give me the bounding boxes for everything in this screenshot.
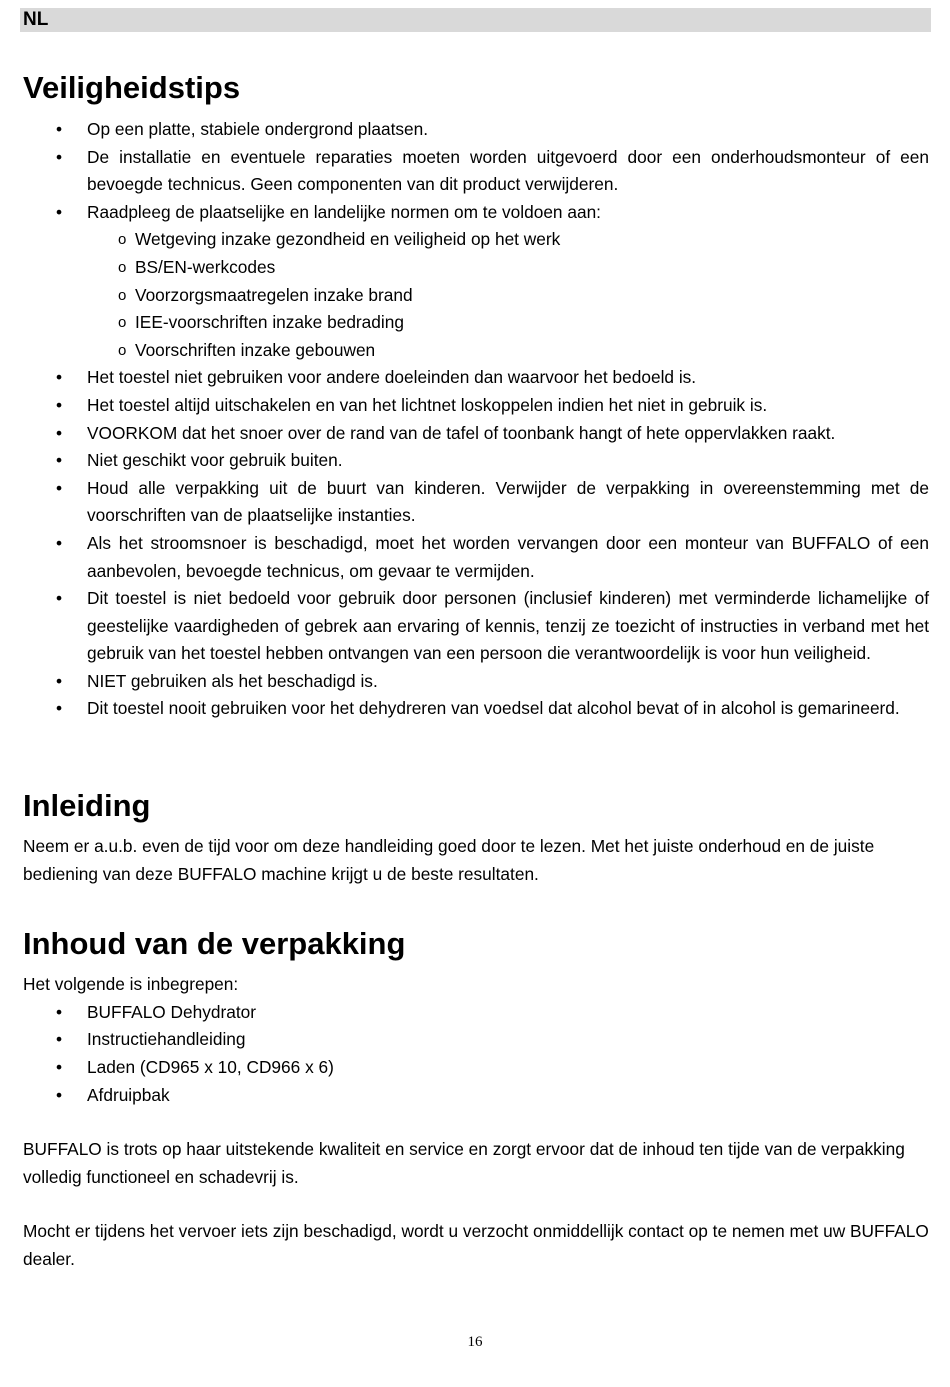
sublist-item: o BS/EN-werkcodes: [87, 254, 929, 282]
list-item: • Instructiehandleiding: [23, 1026, 929, 1054]
page-content: [23, 62, 929, 1274]
list-item: • Als het stroomsnoer is beschadigd, moet het worden vervangen door een monteur van BUFFALO of een aanbevolen, bevoegde technicus, om gevaar te vermijden.: [23, 530, 929, 585]
damage-paragraph: Mocht er tijdens het vervoer iets zijn beschadigd, wordt u verzocht onmiddellijk contact op te nemen met uw BUFFALO dealer.: [23, 1221, 929, 1269]
list-item: • Het toestel altijd uitschakelen en van het lichtnet loskoppelen indien het niet in gebruik is.: [23, 392, 929, 420]
list-item: • NIET gebruiken als het beschadigd is.: [23, 668, 929, 696]
safety-list: [23, 116, 929, 723]
sublist-item: o IEE-voorschriften inzake bedrading: [87, 309, 929, 337]
language-header-bar: [20, 8, 931, 32]
list-item: • Op een platte, stabiele ondergrond plaatsen.: [23, 116, 929, 144]
sublist-item: o Wetgeving inzake gezondheid en veiligheid op het werk: [87, 226, 929, 254]
quality-paragraph: BUFFALO is trots op haar uitstekende kwaliteit en service en zorgt ervoor dat de inhoud ten tijde van de verpakking volledig functioneel en schadevrij is.: [23, 1139, 905, 1187]
standards-sublist: [87, 226, 929, 364]
list-item: • Dit toestel nooit gebruiken voor het dehydreren van voedsel dat alcohol bevat of in alcohol is gemarineerd.: [23, 695, 929, 723]
intro-text: Neem er a.u.b. even de tijd voor om deze handleiding goed door te lezen. Met het juiste onderhoud en de juiste bediening van deze BUFFALO machine krijgt u de beste resultaten.: [23, 836, 875, 884]
list-item-text: Raadpleeg de plaatselijke en landelijke normen om te voldoen aan:: [87, 201, 601, 222]
page-number: 16: [467, 1334, 483, 1350]
list-item: • Afdruipbak: [23, 1082, 929, 1110]
language-label: NL: [23, 9, 49, 30]
list-item: • Dit toestel is niet bedoeld voor gebruik door personen (inclusief kinderen) met verminderde lichamelijke of geestelijke vaardigheden of gebrek aan ervaring of kennis, tenzij ze toezicht of instructies in verband met het gebruik van het toestel hebben ontvangen van een persoon die verantwoordelijk is voor hun veiligheid.: [23, 585, 929, 668]
list-item: • BUFFALO Dehydrator: [23, 999, 929, 1027]
sublist-item: o Voorschriften inzake gebouwen: [87, 337, 929, 365]
list-item: • De installatie en eventuele reparaties moeten worden uitgevoerd door een onderhoudsmonteur of een bevoegde technicus. Geen componenten van dit product verwijderen.: [23, 144, 929, 199]
list-item: • Laden (CD965 x 10, CD966 x 6): [23, 1054, 929, 1082]
contents-list: [23, 999, 929, 1109]
intro-heading: Inleiding: [23, 788, 151, 824]
list-item: • Houd alle verpakking uit de buurt van kinderen. Verwijder de verpakking in overeenstemming met de voorschriften van de plaatselijke instanties.: [23, 475, 929, 530]
contents-lead: Het volgende is inbegrepen:: [23, 974, 239, 995]
contents-heading: Inhoud van de verpakking: [23, 926, 406, 962]
safety-heading: Veiligheidstips: [23, 70, 241, 105]
list-item: • Niet geschikt voor gebruik buiten.: [23, 447, 929, 475]
sublist-item: o Voorzorgsmaatregelen inzake brand: [87, 282, 929, 310]
list-item: • VOORKOM dat het snoer over de rand van de tafel of toonbank hangt of hete oppervlakken raakt.: [23, 420, 929, 448]
list-item: • Het toestel niet gebruiken voor andere doeleinden dan waarvoor het bedoeld is.: [23, 364, 929, 392]
list-item: [23, 199, 929, 365]
